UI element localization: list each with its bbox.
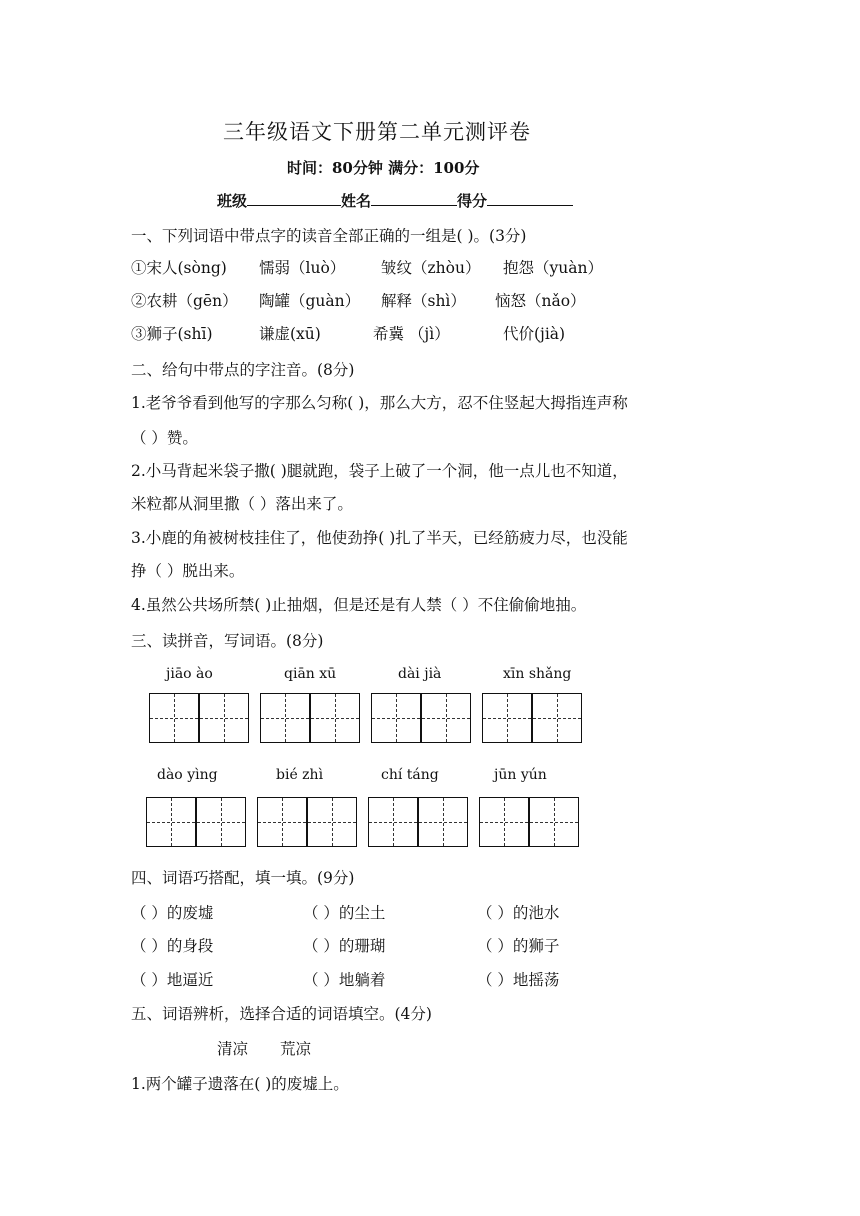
writing-box[interactable] <box>260 693 310 743</box>
word-option: 荒凉 <box>280 1040 312 1058</box>
q1-option: ②农耕（gēn） <box>131 292 238 310</box>
pinyin-label: jūn yún <box>494 767 547 783</box>
q5-heading: 五、词语辨析，选择合适的词语填空。(4分) <box>131 1005 432 1023</box>
pinyin-label: jiāo ào <box>166 666 213 682</box>
writing-box[interactable] <box>307 797 357 847</box>
writing-box[interactable] <box>418 797 468 847</box>
score-blank[interactable] <box>487 191 573 206</box>
name-blank[interactable] <box>371 191 457 206</box>
q4-heading: 四、词语巧搭配，填一填。(9分) <box>131 869 355 887</box>
q1-option: ①宋人(sòng) <box>131 259 227 277</box>
q1-option: 解释（shì） <box>381 292 466 310</box>
score-label: 得分 <box>457 192 488 210</box>
q4-item: （ ）的废墟 <box>131 904 214 922</box>
pinyin-label: chí táng <box>381 767 439 783</box>
q2-line: （ ）赞。 <box>131 429 198 447</box>
page-title: 三年级语文下册第二单元测评卷 <box>223 120 531 144</box>
writing-box[interactable] <box>421 693 471 743</box>
q2-line: 3.小鹿的角被树枝挂住了，他使劲挣( )扎了半天，已经筋疲力尽，也没能 <box>131 529 628 547</box>
time-score-line: 时间：80分钟 满分：100分 <box>287 159 480 177</box>
pinyin-label: bié zhì <box>276 767 324 783</box>
q4-item: （ ）的池水 <box>477 904 560 922</box>
q1-option: ③狮子(shī) <box>131 325 213 343</box>
writing-box[interactable] <box>196 797 246 847</box>
q2-line: 挣（ ）脱出来。 <box>131 562 245 580</box>
writing-box[interactable] <box>310 693 360 743</box>
q2-line: 4.虽然公共场所禁( )止抽烟，但是还是有人禁（ ）不住偷偷地抽。 <box>131 596 587 614</box>
writing-box[interactable] <box>199 693 249 743</box>
pinyin-label: xīn shǎng <box>503 666 572 682</box>
pinyin-label: qiān xū <box>284 666 337 682</box>
q4-item: （ ）地逼近 <box>131 971 214 989</box>
q1-option: 陶罐（guàn） <box>259 292 361 310</box>
class-label: 班级 <box>217 192 248 210</box>
writing-box[interactable] <box>371 693 421 743</box>
q2-line: 米粒都从洞里撒（ ）落出来了。 <box>131 495 353 513</box>
q4-item: （ ）地躺着 <box>303 971 386 989</box>
writing-box[interactable] <box>146 797 196 847</box>
writing-box[interactable] <box>529 797 579 847</box>
writing-box[interactable] <box>149 693 199 743</box>
name-label: 姓名 <box>341 192 372 210</box>
writing-box[interactable] <box>368 797 418 847</box>
writing-box[interactable] <box>482 693 532 743</box>
q4-item: （ ）的狮子 <box>477 937 560 955</box>
q4-item: （ ）的身段 <box>131 937 214 955</box>
q1-option: 希冀 （jì） <box>373 325 450 343</box>
writing-box[interactable] <box>532 693 582 743</box>
q5-line: 1.两个罐子遗落在( )的废墟上。 <box>131 1075 349 1093</box>
word-option: 清凉 <box>217 1040 249 1058</box>
student-info-line <box>217 190 573 211</box>
q4-item: （ ）地摇荡 <box>477 971 560 989</box>
q1-heading: 一、下列词语中带点字的读音全部正确的一组是( )。(3分) <box>131 227 527 245</box>
q4-item: （ ）的尘土 <box>303 904 386 922</box>
q2-line: 1.老爷爷看到他写的字那么匀称( )，那么大方，忍不住竖起大拇指连声称 <box>131 394 628 412</box>
q1-option: 代价(jià) <box>503 325 566 343</box>
q2-heading: 二、给句中带点的字注音。(8分) <box>131 361 355 379</box>
q1-option: 谦虚(xū) <box>259 325 321 343</box>
q2-line: 2.小马背起米袋子撒( )腿就跑，袋子上破了一个洞，他一点儿也不知道， <box>131 462 628 480</box>
pinyin-label: dào yìng <box>157 767 218 783</box>
class-blank[interactable] <box>247 191 341 206</box>
writing-box[interactable] <box>257 797 307 847</box>
writing-box[interactable] <box>479 797 529 847</box>
q1-option: 懦弱（luò） <box>259 259 346 277</box>
q1-option: 抱怨（yuàn） <box>503 259 603 277</box>
q1-option: 皱纹（zhòu） <box>381 259 481 277</box>
q3-heading: 三、读拼音，写词语。(8分) <box>131 632 324 650</box>
pinyin-label: dài jià <box>398 666 442 682</box>
q4-item: （ ）的珊瑚 <box>303 937 386 955</box>
q1-option: 恼怒（nǎo） <box>495 292 586 310</box>
